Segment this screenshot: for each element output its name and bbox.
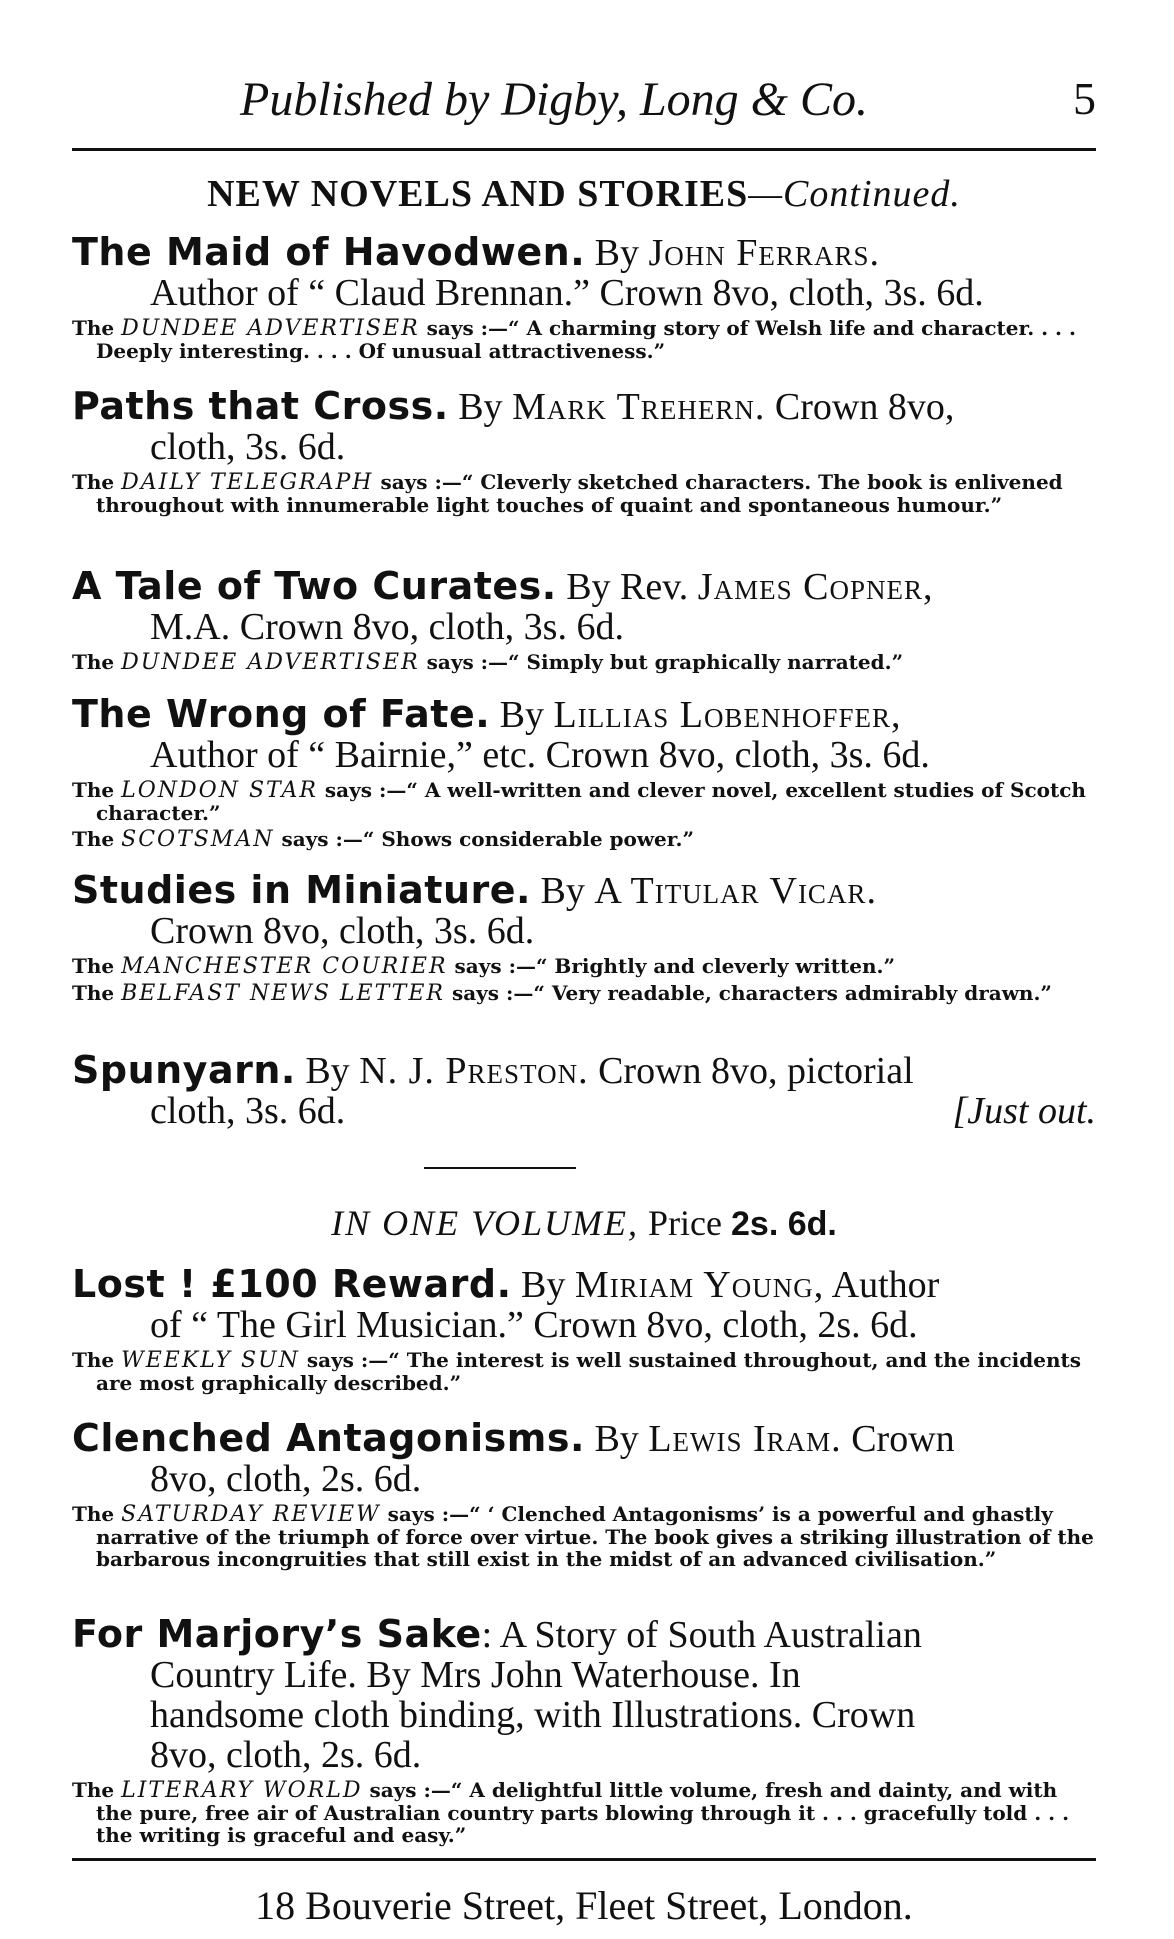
- book-entry: [72, 232, 1096, 362]
- by-text: By: [499, 694, 545, 736]
- review-text: says :—“ Very readable, characters admirably drawn.”: [451, 981, 1052, 1005]
- author: Mark Trehern.: [512, 386, 766, 428]
- entry-line: [72, 694, 1096, 735]
- by-text: By: [594, 1418, 639, 1460]
- author: James Copner,: [697, 566, 934, 608]
- book-details: [72, 1091, 1096, 1131]
- format-text: Crown 8vo,: [774, 386, 955, 428]
- newspaper-name: BELFAST NEWS LETTER: [121, 981, 445, 1006]
- entry-line: [72, 1418, 1096, 1459]
- by-text: By: [458, 386, 503, 428]
- book-entry: [72, 870, 1096, 1005]
- review: [72, 651, 1096, 674]
- running-header: [72, 72, 1096, 132]
- entry-line: [72, 386, 1096, 427]
- header-rule: [72, 148, 1096, 151]
- review: [72, 1503, 1096, 1570]
- newspaper-name: LITERARY WORLD: [121, 1778, 363, 1803]
- entry-line: [72, 1264, 1096, 1305]
- book-details-line: 8vo, cloth, 2s. 6d.: [150, 1734, 422, 1776]
- by-text: By Rev.: [566, 566, 689, 608]
- by-text: By: [540, 870, 585, 912]
- review: [72, 955, 1096, 978]
- footer-rule: [72, 1858, 1096, 1861]
- by-text: By: [305, 1050, 350, 1092]
- footer-address: 18 Bouverie Street, Fleet Street, London.: [255, 1883, 913, 1928]
- book-details: Crown 8vo, cloth, 3s. 6d.: [150, 910, 535, 952]
- book-details: 8vo, cloth, 2s. 6d.: [150, 1458, 422, 1500]
- book-title: For Marjory’s Sake: [72, 1612, 482, 1656]
- entry-line: [72, 232, 1096, 273]
- book-title: The Maid of Havodwen.: [72, 230, 586, 274]
- review-text: says :—“ ‘ Clenched Antagonisms’ is a powerful and ghastly narrative of the triumph of force over virtue. The book gives a striking illustration of the barbarous incongruities that still exist in the midst of an advanced civilisation.”: [96, 1502, 1094, 1571]
- just-out-note: [Just out.: [952, 1090, 1096, 1132]
- author: N. J. Preston.: [359, 1050, 589, 1092]
- price-label: Price: [648, 1203, 723, 1243]
- newspaper-name: DUNDEE ADVERTISER: [121, 650, 420, 675]
- book-title: Clenched Antagonisms.: [72, 1416, 585, 1460]
- review: [72, 471, 1096, 516]
- review: [72, 1779, 1096, 1846]
- book-entry: [72, 566, 1096, 674]
- author: Miriam Young,: [574, 1264, 825, 1306]
- book-entry: [72, 1418, 1096, 1570]
- book-entry: [72, 694, 1096, 851]
- newspaper-name: DUNDEE ADVERTISER: [121, 316, 420, 341]
- newspaper-name: SATURDAY REVIEW: [121, 1502, 381, 1527]
- section-divider: [424, 1167, 576, 1169]
- volume-heading: [72, 1202, 1096, 1244]
- book-entry: [72, 1264, 1096, 1394]
- book-title: A Tale of Two Curates.: [72, 564, 557, 608]
- book-details-line: handsome cloth binding, with Illustrations. Crown: [150, 1694, 916, 1736]
- header-title: Published by Digby, Long & Co.: [240, 73, 868, 126]
- section-title-text: NEW NOVELS AND STORIES: [207, 173, 749, 215]
- review-pre: The: [72, 954, 115, 978]
- by-text: By: [521, 1264, 566, 1306]
- review: [72, 828, 1096, 851]
- entry-line: [72, 566, 1096, 607]
- book-title: Paths that Cross.: [72, 384, 449, 428]
- newspaper-name: WEEKLY SUN: [121, 1348, 300, 1373]
- page-number: 5: [1073, 73, 1096, 124]
- review-pre: The: [72, 650, 115, 674]
- review-pre: The: [72, 827, 115, 851]
- newspaper-name: DAILY TELEGRAPH: [121, 470, 374, 495]
- format-text: Crown: [851, 1418, 955, 1460]
- review-pre: The: [72, 1778, 115, 1802]
- book-details-line: Country Life. By Mrs John Waterhouse. In: [150, 1654, 801, 1696]
- book-title: The Wrong of Fate.: [72, 692, 491, 736]
- book-details: of “ The Girl Musician.” Crown 8vo, cloth, 2s. 6d.: [150, 1304, 918, 1346]
- review-pre: The: [72, 1502, 115, 1526]
- entry-line: [72, 870, 1096, 911]
- newspaper-name: SCOTSMAN: [121, 827, 275, 852]
- author: Lewis Iram.: [648, 1418, 842, 1460]
- review-text: says :—“ Shows considerable power.”: [281, 827, 694, 851]
- book-details: Author of “ Bairnie,” etc. Crown 8vo, cloth, 3s. 6d.: [150, 734, 930, 776]
- book-title: Spunyarn.: [72, 1048, 296, 1092]
- review-text: says :—“ The interest is well sustained throughout, and the incidents are most graphically described.”: [96, 1348, 1082, 1395]
- book-entry: [72, 386, 1096, 516]
- review-pre: The: [72, 981, 115, 1005]
- entry-line: [72, 1050, 1096, 1091]
- review-text: says :—“ Simply but graphically narrated.”: [426, 650, 904, 674]
- review-pre: The: [72, 778, 115, 802]
- author: John Ferrars.: [648, 232, 880, 274]
- review: [72, 317, 1096, 362]
- review-text: says :—“ Brightly and cleverly written.”: [454, 954, 895, 978]
- by-text: By: [594, 232, 640, 274]
- review-pre: The: [72, 1348, 115, 1372]
- book-details: M.A. Crown 8vo, cloth, 3s. 6d.: [150, 606, 624, 648]
- subtitle-text: : A Story of South Australian: [481, 1614, 922, 1656]
- review: [72, 779, 1096, 824]
- review-pre: The: [72, 316, 115, 340]
- review: [72, 1349, 1096, 1394]
- newspaper-name: MANCHESTER COURIER: [121, 954, 448, 979]
- review-pre: The: [72, 470, 115, 494]
- author: Lillias Lobenhoffer,: [553, 694, 902, 736]
- review: [72, 982, 1096, 1005]
- volume-label: IN ONE VOLUME,: [331, 1203, 640, 1243]
- review-text: says :—“ A charming story of Welsh life and character. . . . Deeply interesting. . . . Of unusual attractiveness.”: [96, 316, 1076, 363]
- entry-line: [72, 1614, 1096, 1655]
- book-entry: [72, 1614, 1096, 1846]
- review-text: says :—“ Cleverly sketched characters. The book is enlivened throughout with innumerable light touches of quaint and spontaneous humour.”: [96, 470, 1063, 517]
- book-details: Author of “ Claud Brennan.” Crown 8vo, cloth, 3s. 6d.: [150, 272, 984, 314]
- price-value: 2s. 6d.: [731, 1205, 837, 1243]
- format-text: Author: [831, 1264, 940, 1306]
- section-title: [72, 172, 1096, 216]
- review-text: says :—“ A delightful little volume, fresh and dainty, and with the pure, free air of Australian country parts blowing through it . . . gracefully told . . . the writing is graceful and easy.”: [96, 1778, 1070, 1847]
- book-title: Lost ! £100 Reward.: [72, 1262, 512, 1306]
- book-details-text: cloth, 3s. 6d.: [150, 1090, 346, 1132]
- book-entry: [72, 1050, 1096, 1131]
- book-details: cloth, 3s. 6d.: [150, 426, 346, 468]
- book-title: Studies in Miniature.: [72, 868, 531, 912]
- newspaper-name: LONDON STAR: [121, 778, 318, 803]
- review-text: says :—“ A well-written and clever novel, excellent studies of Scotch character.”: [96, 778, 1086, 825]
- section-title-suffix: —Continued.: [748, 173, 961, 215]
- format-text: Crown 8vo, pictorial: [598, 1050, 914, 1092]
- author: A Titular Vicar.: [594, 870, 877, 912]
